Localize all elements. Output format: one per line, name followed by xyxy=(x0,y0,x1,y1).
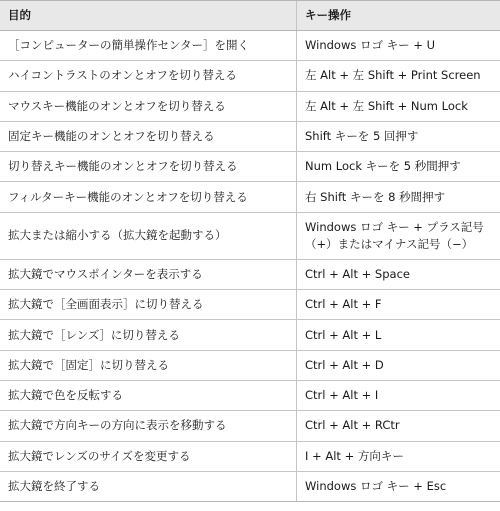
table-row xyxy=(0,381,500,411)
row-purpose: 固定キー機能のオンとオフを切り替える xyxy=(0,122,297,151)
row-keys: Num Lock キーを 5 秒間押す xyxy=(305,159,461,174)
table-row xyxy=(0,442,500,472)
row-purpose: ハイコントラストのオンとオフを切り替える xyxy=(0,61,297,90)
row-purpose: 拡大または縮小する（拡大鏡を起動する） xyxy=(0,213,297,259)
table-row xyxy=(0,351,500,381)
table-row xyxy=(0,320,500,350)
row-purpose: 拡大鏡で［全画面表示］に切り替える xyxy=(0,290,297,319)
table-row xyxy=(0,92,500,122)
row-purpose: 拡大鏡でマウスポインターを表示する xyxy=(0,260,297,289)
row-keys: Shift キーを 5 回押す xyxy=(305,129,419,144)
row-keys: I + Alt + 方向キー xyxy=(305,448,404,463)
table-row xyxy=(0,182,500,212)
row-purpose: 拡大鏡でレンズのサイズを変更する xyxy=(0,442,297,471)
row-purpose: 拡大鏡で［固定］に切り替える xyxy=(0,351,297,380)
table-row xyxy=(0,411,500,441)
table-row xyxy=(0,61,500,91)
table-row xyxy=(0,260,500,290)
table-row xyxy=(0,213,500,260)
table-row xyxy=(0,472,500,502)
row-keys: Ctrl + Alt + I xyxy=(305,388,379,403)
row-keys: Windows ロゴ キー + U xyxy=(305,38,436,53)
row-purpose: 切り替えキー機能のオンとオフを切り替える xyxy=(0,152,297,181)
header-keys: キー操作 xyxy=(305,8,351,22)
table-header-row xyxy=(0,1,500,31)
row-purpose: 拡大鏡で［レンズ］に切り替える xyxy=(0,320,297,349)
row-purpose: マウスキー機能のオンとオフを切り替える xyxy=(0,92,297,121)
table-row xyxy=(0,31,500,61)
row-purpose: ［コンピューターの簡単操作センター］を開く xyxy=(0,31,297,60)
table-row xyxy=(0,122,500,152)
row-keys: Ctrl + Alt + Space xyxy=(305,266,410,281)
row-purpose: 拡大鏡で方向キーの方向に表示を移動する xyxy=(0,411,297,440)
row-purpose: フィルターキー機能のオンとオフを切り替える xyxy=(0,182,297,211)
row-keys: Windows ロゴ キー + プラス記号 （+）またはマイナス記号（−） xyxy=(305,219,484,251)
row-keys: Ctrl + Alt + D xyxy=(305,357,384,372)
row-keys: Ctrl + Alt + F xyxy=(305,297,382,312)
row-keys: Ctrl + Alt + L xyxy=(305,327,382,342)
row-purpose: 拡大鏡で色を反転する xyxy=(0,381,297,410)
table-row xyxy=(0,152,500,182)
row-keys: 右 Shift キーを 8 秒間押す xyxy=(305,189,446,204)
row-keys: 左 Alt + 左 Shift + Num Lock xyxy=(305,98,468,113)
header-purpose: 目的 xyxy=(0,1,297,30)
row-purpose: 拡大鏡を終了する xyxy=(0,472,297,501)
row-keys: Ctrl + Alt + RCtr xyxy=(305,418,400,433)
table-row xyxy=(0,290,500,320)
row-keys: 左 Alt + 左 Shift + Print Screen xyxy=(305,68,481,83)
row-keys: Windows ロゴ キー + Esc xyxy=(305,479,447,493)
